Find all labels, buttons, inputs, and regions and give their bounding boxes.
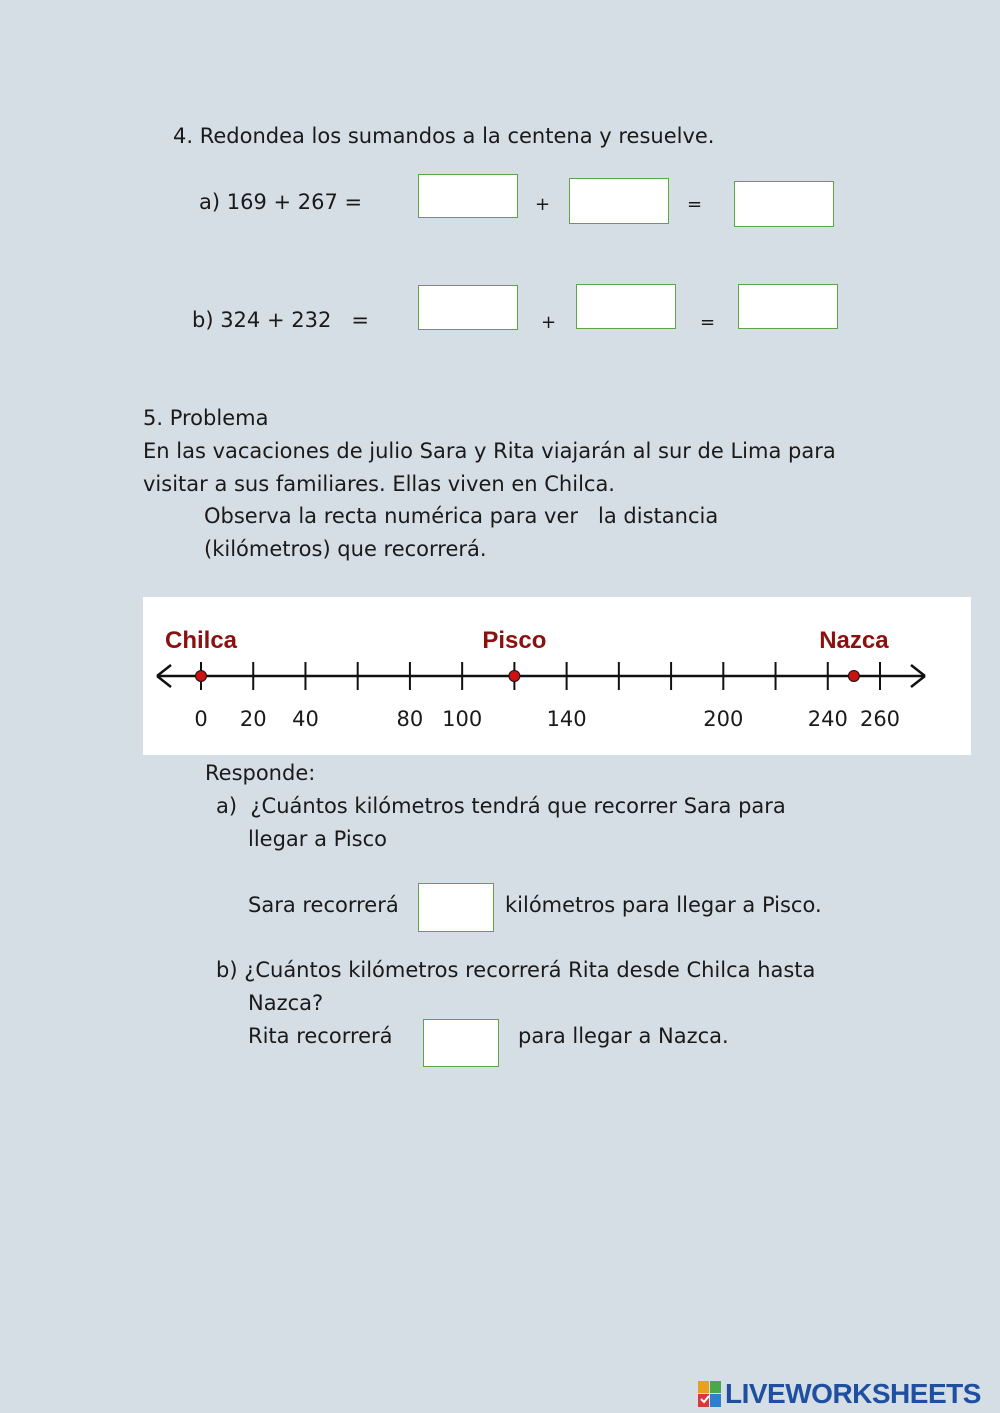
- exercise5-title: 5. Problema: [143, 406, 269, 430]
- city-label-nazca: Nazca: [819, 627, 889, 654]
- exercise5-text-line3: Observa la recta numérica para ver la distancia: [204, 504, 719, 528]
- exercise4b-rounded-addend2-input[interactable]: [576, 284, 676, 329]
- city-label-pisco: Pisco: [482, 627, 547, 654]
- exercise4b-plus-sign: +: [541, 312, 557, 333]
- exercise5-text-line4: (kilómetros) que recorrerá.: [204, 537, 487, 561]
- tick-label-200: 200: [703, 707, 744, 731]
- exercise4a-sum-input[interactable]: [734, 181, 834, 227]
- question-a-line2: llegar a Pisco: [248, 827, 388, 851]
- liveworksheets-logo-icon: [697, 1379, 723, 1409]
- city-point-pisco: [509, 671, 520, 682]
- exercise4a-plus-sign: +: [535, 194, 551, 215]
- tick-label-0: 0: [194, 707, 208, 731]
- exercise4b-label: b) 324 + 232 =: [192, 308, 369, 332]
- responde-title: Responde:: [205, 761, 316, 785]
- exercise4b-rounded-addend1-input[interactable]: [418, 285, 518, 330]
- liveworksheets-watermark: [697, 1376, 981, 1412]
- number-line-figure: [143, 597, 971, 755]
- question-a-line1: a) ¿Cuántos kilómetros tendrá que recorrer Sara para: [216, 794, 786, 818]
- tick-label-100: 100: [442, 707, 483, 731]
- exercise4-title: 4. Redondea los sumandos a la centena y resuelve.: [173, 124, 715, 148]
- city-point-chilca: [196, 671, 207, 682]
- answer-b-text-after: para llegar a Nazca.: [518, 1024, 729, 1048]
- question-b-line1: b) ¿Cuántos kilómetros recorrerá Rita desde Chilca hasta: [216, 958, 816, 982]
- tick-label-20: 20: [239, 707, 267, 731]
- number-line-axis: [157, 665, 925, 687]
- number-line-panel: [143, 597, 971, 755]
- tick-label-240: 240: [807, 707, 848, 731]
- question-b-line2: Nazca?: [248, 991, 324, 1015]
- tick-label-260: 260: [859, 707, 901, 731]
- answer-b-text-before: Rita recorrerá: [248, 1024, 393, 1048]
- exercise4a-equals-sign: =: [687, 194, 703, 215]
- number-line-tick-labels: [194, 707, 900, 731]
- answer-b-km-input[interactable]: [423, 1019, 499, 1067]
- tick-label-80: 80: [396, 707, 424, 731]
- answer-a-text-after: kilómetros para llegar a Pisco.: [505, 893, 822, 917]
- exercise4a-rounded-addend1-input[interactable]: [418, 174, 518, 218]
- exercise5-text-line1: En las vacaciones de julio Sara y Rita viajarán al sur de Lima para: [143, 439, 836, 463]
- answer-a-text-before: Sara recorrerá: [248, 893, 399, 917]
- city-point-nazca: [848, 671, 859, 682]
- number-line-cities: [165, 627, 889, 682]
- exercise4a-rounded-addend2-input[interactable]: [569, 178, 669, 224]
- answer-a-km-input[interactable]: [418, 883, 494, 932]
- exercise4b-sum-input[interactable]: [738, 284, 838, 329]
- liveworksheets-wordmark: LIVEWORKSHEETS: [725, 1378, 981, 1409]
- exercise5-text-line2: visitar a sus familiares. Ellas viven en Chilca.: [143, 472, 615, 496]
- tick-label-140: 140: [546, 707, 587, 731]
- exercise4a-label: a) 169 + 267 =: [199, 190, 363, 214]
- exercise4b-equals-sign: =: [700, 312, 716, 333]
- city-label-chilca: Chilca: [164, 627, 238, 654]
- tick-label-40: 40: [292, 707, 319, 731]
